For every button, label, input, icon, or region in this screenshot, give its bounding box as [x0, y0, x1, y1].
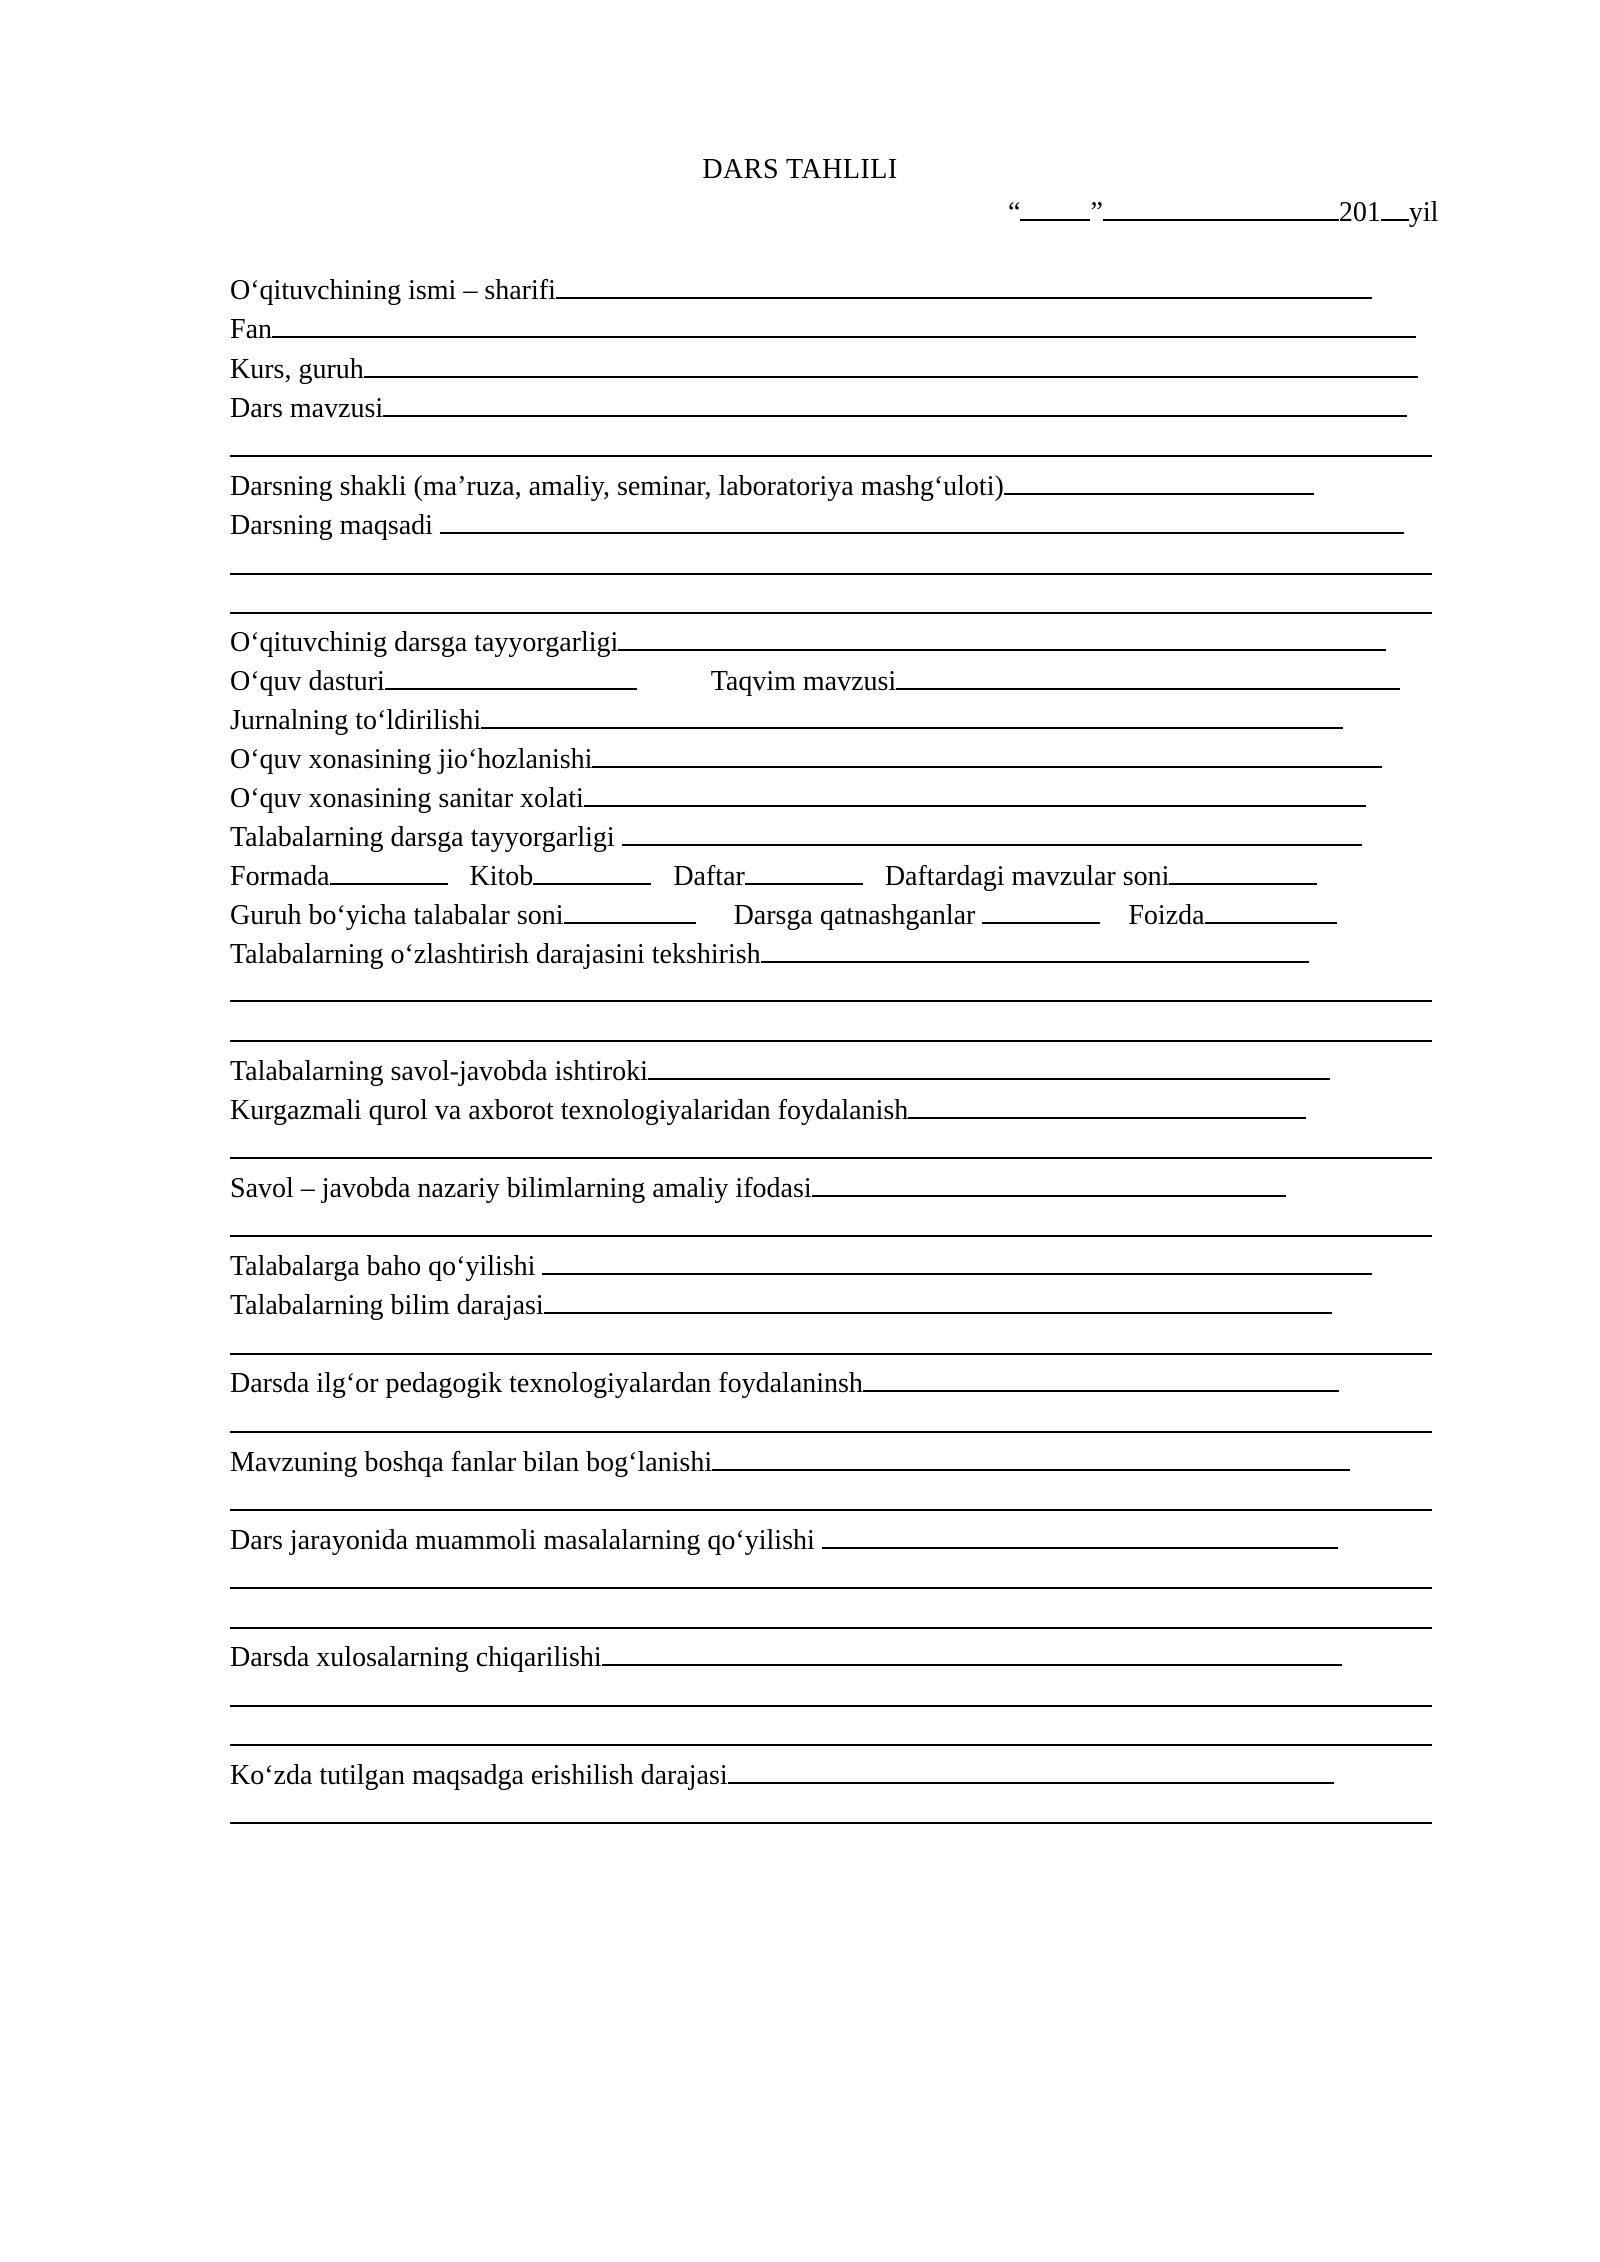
date-line — [1008, 192, 1438, 231]
grading-row — [230, 1246, 1372, 1282]
visual-aids-line[interactable] — [230, 1157, 1432, 1159]
notebook-topics-label: Daftardagi mavzular soni — [884, 861, 1170, 892]
goal-achievement-line[interactable] — [230, 1822, 1432, 1824]
knowledge-level-line[interactable] — [230, 1353, 1432, 1355]
mastery-check-line-2[interactable] — [230, 1040, 1432, 1042]
month-blank[interactable] — [1103, 192, 1339, 221]
teacher-preparation-row — [230, 622, 1386, 658]
lesson-form-blank[interactable] — [1004, 466, 1314, 495]
lesson-goal-line-2[interactable] — [230, 612, 1432, 614]
calendar-topic-label: Taqvim mavzusi — [710, 666, 897, 697]
lesson-goal-line-1[interactable] — [230, 573, 1432, 575]
subject-label: Fan — [230, 314, 272, 345]
interdisciplinary-blank[interactable] — [712, 1442, 1350, 1471]
group-count-blank[interactable] — [564, 895, 696, 924]
date-close-quote: ” — [1090, 197, 1103, 228]
book-label: Kitob — [469, 861, 534, 892]
attended-label: Darsga qatnashganlar — [733, 900, 983, 931]
interdisciplinary-line[interactable] — [230, 1509, 1432, 1511]
pedagogical-tech-row — [230, 1363, 1339, 1399]
goal-achievement-label: Ko‘zda tutilgan maqsadga erishilish darajasi — [230, 1760, 728, 1791]
curriculum-row — [230, 661, 1400, 697]
journal-row — [230, 700, 1343, 736]
subject-row — [230, 309, 1416, 345]
group-count-label: Guruh bo‘yicha talabalar soni — [230, 900, 564, 931]
conclusions-line-1[interactable] — [230, 1705, 1432, 1707]
mastery-check-label: Talabalarning o‘zlashtirish darajasini tekshirish — [230, 939, 761, 970]
course-group-blank[interactable] — [364, 349, 1418, 378]
percent-label: Foizda — [1128, 900, 1205, 931]
classroom-equipment-blank[interactable] — [592, 739, 1382, 768]
teacher-preparation-label: O‘qituvchinig darsga tayyorgarligi — [230, 627, 619, 658]
classroom-sanitary-row — [230, 778, 1366, 814]
pedagogical-tech-blank[interactable] — [863, 1363, 1339, 1392]
course-group-row — [230, 349, 1418, 385]
problem-tasks-label: Dars jarayonida muammoli masalalarning qo‘yilishi — [230, 1525, 822, 1556]
teacher-name-row — [230, 270, 1372, 306]
journal-label: Jurnalning to‘ldirilishi — [230, 705, 482, 736]
lesson-goal-row — [230, 505, 1404, 541]
uniform-row — [230, 856, 1317, 892]
notebook-label: Daftar — [673, 861, 745, 892]
visual-aids-blank[interactable] — [908, 1090, 1306, 1119]
lesson-goal-label: Darsning maqsadi — [230, 510, 440, 541]
mastery-check-line-1[interactable] — [230, 1000, 1432, 1002]
classroom-sanitary-blank[interactable] — [584, 778, 1366, 807]
lesson-topic-label: Dars mavzusi — [230, 393, 384, 424]
lesson-form-label: Darsning shakli (ma’ruza, amaliy, seminar, laboratoriya mashg‘uloti) — [230, 471, 1004, 502]
date-open-quote: “ — [1008, 197, 1021, 228]
problem-tasks-blank[interactable] — [822, 1520, 1338, 1549]
teacher-preparation-blank[interactable] — [618, 622, 1386, 651]
qa-practical-label: Savol – javobda nazariy bilimlarning amaliy ifodasi — [230, 1173, 812, 1204]
grading-label: Talabalarga baho qo‘yilishi — [230, 1251, 543, 1282]
qa-practical-blank[interactable] — [812, 1168, 1286, 1197]
conclusions-line-2[interactable] — [230, 1744, 1432, 1746]
mastery-check-row — [230, 934, 1309, 970]
journal-blank[interactable] — [481, 700, 1343, 729]
goal-achievement-row — [230, 1755, 1334, 1791]
year-blank[interactable] — [1381, 192, 1409, 221]
day-blank[interactable] — [1020, 192, 1090, 221]
notebook-topics-blank[interactable] — [1169, 856, 1317, 885]
course-group-label: Kurs, guruh — [230, 354, 364, 385]
qa-practical-row — [230, 1168, 1286, 1204]
lesson-goal-blank[interactable] — [440, 505, 1404, 534]
qa-practical-line[interactable] — [230, 1235, 1432, 1237]
students-preparation-row — [230, 817, 1362, 853]
calendar-topic-blank[interactable] — [896, 661, 1400, 690]
percent-blank[interactable] — [1205, 895, 1337, 924]
interdisciplinary-row — [230, 1442, 1350, 1478]
qa-participation-blank[interactable] — [648, 1051, 1330, 1080]
goal-achievement-blank[interactable] — [728, 1755, 1334, 1784]
classroom-sanitary-label: O‘quv xonasining sanitar xolati — [230, 783, 584, 814]
knowledge-level-blank[interactable] — [544, 1285, 1332, 1314]
teacher-name-label: O‘qituvchining ismi – sharifi — [230, 275, 556, 306]
mastery-check-blank[interactable] — [761, 934, 1309, 963]
year-prefix: 201 — [1338, 197, 1381, 228]
problem-tasks-row — [230, 1520, 1338, 1556]
group-count-row — [230, 895, 1337, 931]
classroom-equipment-label: O‘quv xonasining jio‘hozlanishi — [230, 744, 593, 775]
knowledge-level-label: Talabalarning bilim darajasi — [230, 1290, 544, 1321]
conclusions-blank[interactable] — [602, 1637, 1342, 1666]
visual-aids-row — [230, 1090, 1306, 1126]
year-suffix: yil — [1408, 197, 1439, 228]
teacher-name-blank[interactable] — [556, 270, 1372, 299]
lesson-topic-extra-line[interactable] — [230, 455, 1432, 457]
attended-blank[interactable] — [982, 895, 1100, 924]
knowledge-level-row — [230, 1285, 1332, 1321]
lesson-topic-blank[interactable] — [383, 388, 1407, 417]
curriculum-blank[interactable] — [385, 661, 637, 690]
students-preparation-label: Talabalarning darsga tayyorgarligi — [230, 822, 622, 853]
pedagogical-tech-label: Darsda ilg‘or pedagogik texnologiyalardan foydalaninsh — [230, 1368, 863, 1399]
classroom-equipment-row — [230, 739, 1382, 775]
notebook-blank[interactable] — [745, 856, 863, 885]
problem-tasks-line-1[interactable] — [230, 1587, 1432, 1589]
interdisciplinary-label: Mavzuning boshqa fanlar bilan bog‘lanishi — [230, 1447, 713, 1478]
visual-aids-label: Kurgazmali qurol va axborot texnologiyalaridan foydalanish — [230, 1095, 909, 1126]
conclusions-label: Darsda xulosalarning chiqarilishi — [230, 1642, 602, 1673]
qa-participation-row — [230, 1051, 1330, 1087]
lesson-topic-row — [230, 388, 1407, 424]
grading-blank[interactable] — [542, 1246, 1372, 1275]
uniform-blank[interactable] — [330, 856, 448, 885]
page-title: DARS TAHLILI — [702, 154, 898, 185]
lesson-form-row — [230, 466, 1314, 502]
subject-blank[interactable] — [272, 309, 1416, 338]
conclusions-row — [230, 1637, 1342, 1673]
uniform-label: Formada — [230, 861, 330, 892]
pedagogical-tech-line[interactable] — [230, 1431, 1432, 1433]
book-blank[interactable] — [533, 856, 651, 885]
students-preparation-blank[interactable] — [622, 817, 1362, 846]
curriculum-label: O‘quv dasturi — [230, 666, 385, 697]
qa-participation-label: Talabalarning savol-javobda ishtiroki — [230, 1056, 648, 1087]
problem-tasks-line-2[interactable] — [230, 1627, 1432, 1629]
